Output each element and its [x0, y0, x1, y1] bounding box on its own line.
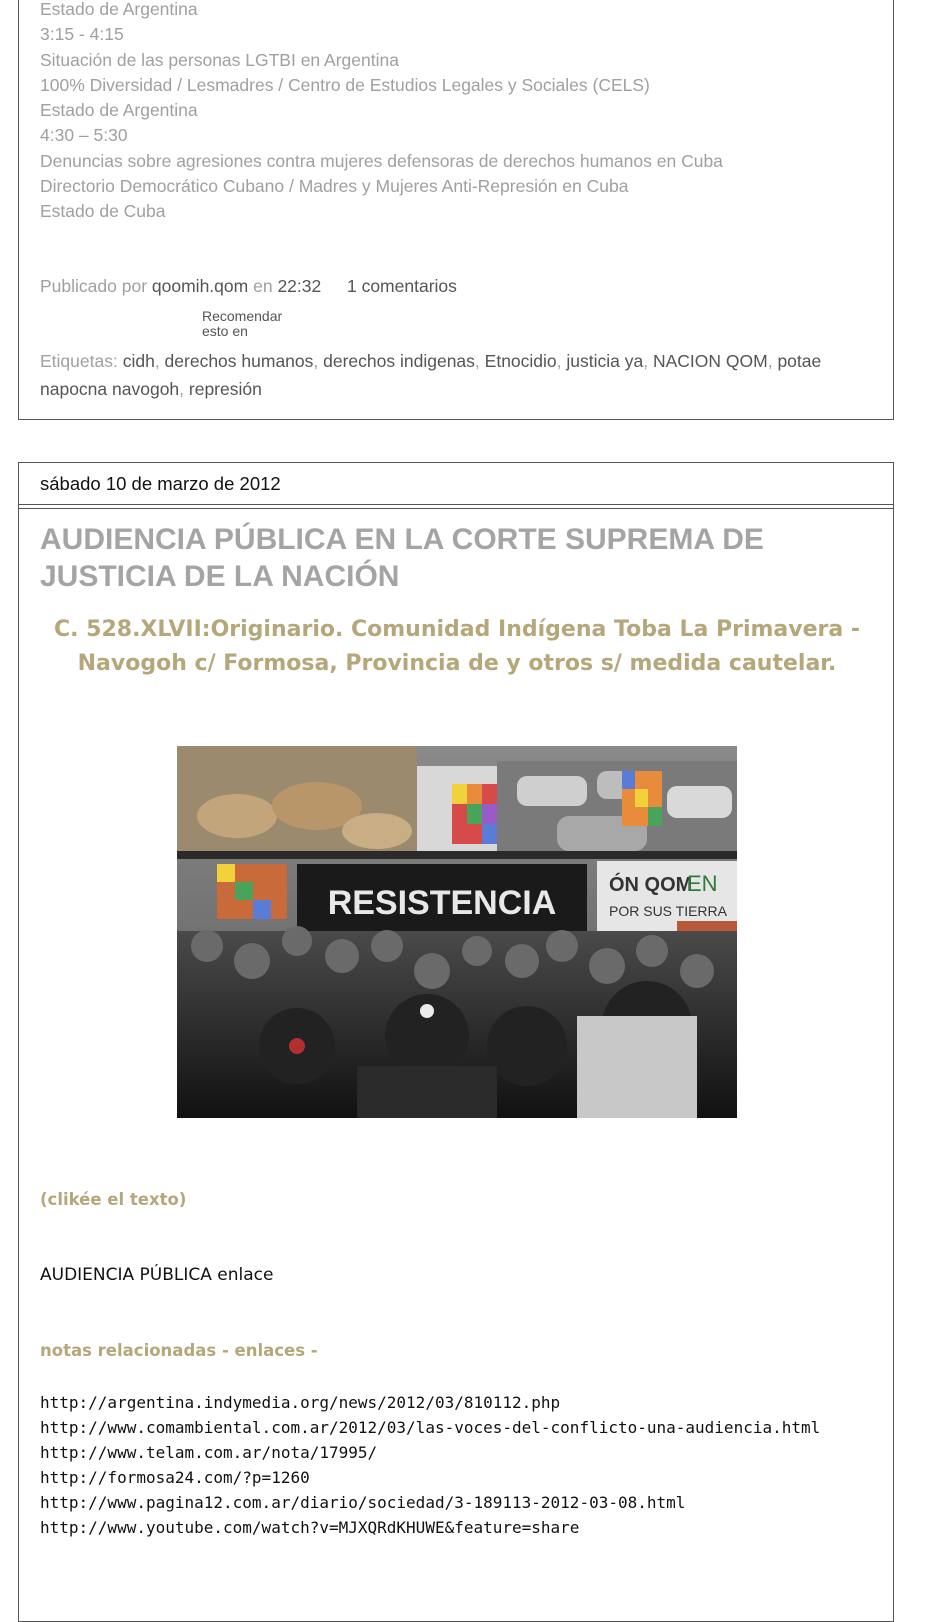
post-title[interactable]: AUDIENCIA PÚBLICA EN LA CORTE SUPREMA DE JUSTICIA DE LA NACIÓN: [40, 523, 764, 593]
post-card-previous: [18, 0, 894, 420]
label-link[interactable]: cidh: [122, 351, 155, 371]
labels-title: Etiquetas:: [40, 351, 118, 371]
label-link[interactable]: represión: [188, 379, 262, 399]
protest-photo-illustration: [177, 746, 737, 1118]
wiphala-flag-right: [622, 771, 662, 826]
label-link[interactable]: potae napocna navogoh: [40, 351, 822, 399]
related-link[interactable]: http://www.comambiental.com.ar/2012/03/las-voces-del-conflicto-una-audiencia.html: [40, 1418, 821, 1438]
audiencia-link[interactable]: AUDIENCIA PÚBLICA enlace: [40, 1265, 274, 1285]
wiphala-flag-banner: [217, 864, 287, 919]
divider: [19, 508, 893, 509]
schedule-line: Estado de Argentina: [40, 100, 198, 121]
banner-text: RESISTENCIA: [327, 884, 557, 922]
related-link[interactable]: http://argentina.indymedia.org/news/2012/03/810112.php: [40, 1393, 561, 1412]
share-recommend: [202, 309, 322, 339]
label-link[interactable]: justicia ya: [566, 351, 644, 371]
related-link[interactable]: http://formosa24.com/?p=1260: [40, 1468, 310, 1488]
post-date: sábado 10 de marzo de 2012: [40, 473, 281, 494]
label-link[interactable]: Etnocidio: [484, 351, 557, 371]
post-subtitle: C. 528.XLVII:Originario. Comunidad Indígena Toba La Primavera - Navogoh c/ Formosa, Provincia de y otros s/ medida cautelar.: [53, 617, 861, 676]
schedule-line: 100% Diversidad / Lesmadres / Centro de Estudios Legales y Sociales (CELS): [40, 74, 650, 95]
sign-text: EN: [687, 871, 718, 896]
wiphala-flag-left: [452, 784, 497, 844]
related-link[interactable]: http://www.youtube.com/watch?v=MJXQRdKHUWE&feature=share: [40, 1518, 580, 1538]
schedule-line: Directorio Democrático Cubano / Madres y Mujeres Anti-Represión en Cuba: [40, 176, 629, 197]
related-links: [40, 1390, 820, 1541]
related-link[interactable]: http://www.pagina12.com.ar/diario/sociedad/3-189113-2012-03-08.html: [40, 1493, 686, 1513]
related-heading: notas relacionadas - enlaces -: [40, 1341, 318, 1360]
at-label: en: [253, 276, 273, 296]
schedule-line: 3:15 - 4:15: [40, 24, 124, 45]
sign-text: POR SUS TIERRA: [609, 903, 727, 919]
post-time-link[interactable]: 22:32: [277, 276, 322, 296]
label-link[interactable]: derechos humanos: [164, 351, 314, 371]
related-link[interactable]: http://www.telam.com.ar/nota/17995/: [40, 1443, 378, 1463]
post-card: [18, 462, 894, 1622]
recommend-label-line1: Recomendar: [202, 308, 283, 324]
click-hint: (clikée el texto): [40, 1190, 187, 1209]
schedule-line: 4:30 – 5:30: [40, 125, 128, 146]
recommend-label-line2: esto en: [202, 323, 248, 339]
schedule-list: [40, 0, 723, 225]
sign-text: ÓN QOM: [609, 874, 693, 896]
author-link[interactable]: qoomih.qom: [151, 276, 249, 296]
schedule-line: Estado de Cuba: [40, 201, 166, 222]
published-by-label: Publicado por: [40, 276, 148, 296]
post-labels: Etiquetas: cidh, derechos humanos, derechos indigenas, Etnocidio, justicia ya, NACION QOM, potae napocna navogoh, represión: [40, 351, 822, 399]
comments-link[interactable]: 1 comentarios: [346, 276, 457, 296]
date-header: [19, 463, 893, 505]
label-link[interactable]: derechos indigenas: [323, 351, 475, 371]
label-link[interactable]: NACION QOM: [652, 351, 768, 371]
post-photo[interactable]: [177, 746, 737, 1118]
schedule-line: Estado de Argentina: [40, 0, 198, 19]
schedule-line: Denuncias sobre agresiones contra mujeres defensoras de derechos humanos en Cuba: [40, 150, 723, 171]
schedule-line: Situación de las personas LGTBI en Argentina: [40, 49, 399, 70]
post-footer: [40, 276, 457, 297]
